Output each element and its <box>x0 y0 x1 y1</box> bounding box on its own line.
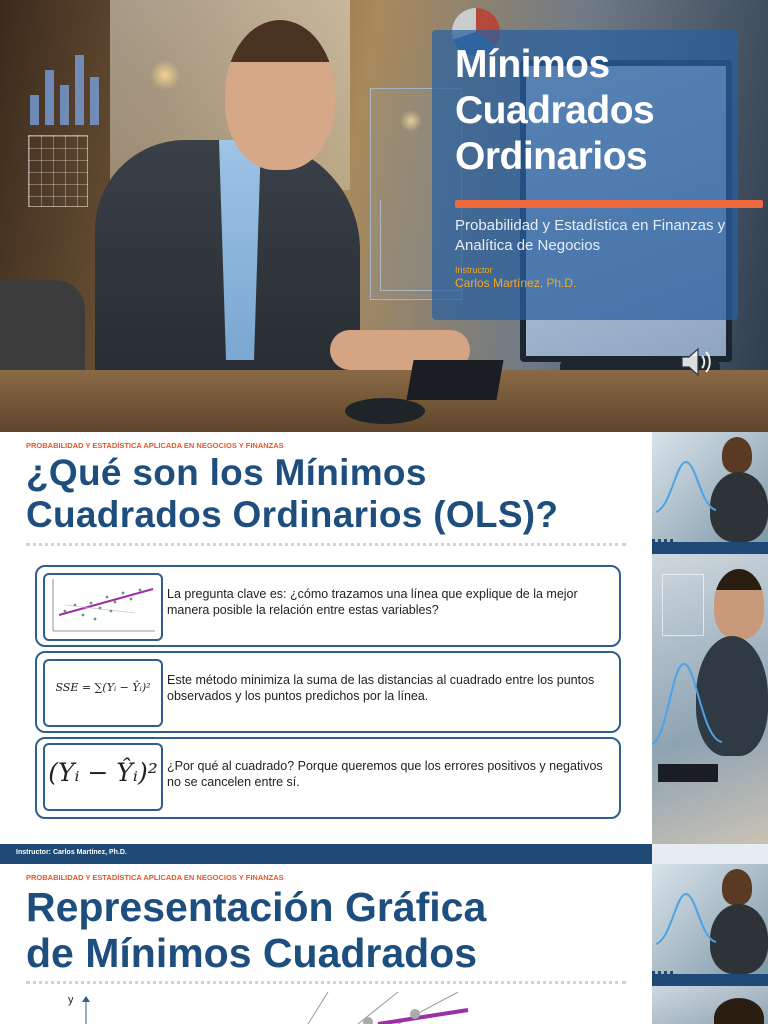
y-axis-label: y <box>68 994 74 1006</box>
bokeh-light <box>150 60 180 90</box>
card-text: La pregunta clave es: ¿cómo trazamos una línea que explique de la mejor manera posible la relación entre estas variables? <box>167 587 578 617</box>
scatter-regression-plot <box>45 575 157 635</box>
keyboard <box>406 360 503 400</box>
person-head <box>225 20 335 170</box>
hero-title <box>455 42 745 180</box>
keyboard <box>658 764 718 782</box>
footer-instructor: Instructor: Carlos Martínez, Ph.D. <box>16 849 127 856</box>
hero-slide <box>0 0 768 432</box>
strip-notch <box>652 971 674 975</box>
slide-title <box>26 452 558 536</box>
dotted-divider <box>26 981 626 984</box>
footer-bar <box>0 844 652 864</box>
hologram-bar-chart <box>30 50 110 125</box>
computer-mouse <box>345 398 425 424</box>
slide-what-is-ols <box>0 432 768 864</box>
slide-side-image <box>652 432 768 864</box>
hero-subtitle: Probabilidad y Estadística en Finanzas y Analítica de Negocios <box>455 217 726 254</box>
info-card <box>35 737 621 819</box>
instructor-label: Instructor <box>455 265 493 275</box>
hero-title-line: Ordinarios <box>455 135 648 178</box>
woman-body <box>710 472 768 542</box>
hologram-wave <box>652 644 722 754</box>
slide-kicker: PROBABILIDAD Y ESTADÍSTICA APLICADA EN NEGOCIOS Y FINANZAS <box>26 441 284 450</box>
woman-head <box>722 869 752 905</box>
strip-notch <box>652 539 674 543</box>
card-text: ¿Por qué al cuadrado? Porque queremos que los errores positivos y negativos no se cancelen entre sí. <box>167 759 603 789</box>
hero-title-line: Cuadrados <box>455 89 655 132</box>
info-card <box>35 651 621 733</box>
card-text: Este método minimiza la suma de las distancias al cuadrado entre los puntos observados y los puntos predichos por la línea. <box>167 673 595 703</box>
sse-formula-image <box>43 659 163 727</box>
slide-title-line: de Mínimos Cuadrados <box>26 930 478 976</box>
woman-at-computer-image <box>652 432 768 542</box>
slide-title-line: Representación Gráfica <box>26 884 487 930</box>
woman-at-computer-image <box>652 864 768 974</box>
slide-kicker: PROBABILIDAD Y ESTADÍSTICA APLICADA EN NEGOCIOS Y FINANZAS <box>26 873 284 882</box>
hero-title-line: Mínimos <box>455 43 610 86</box>
speaker-icon[interactable] <box>676 342 716 382</box>
regression-graphic-preview <box>78 992 498 1024</box>
strip-band <box>652 974 768 986</box>
title-underline <box>455 200 763 208</box>
hologram-grid <box>28 135 88 207</box>
slide-title-line: Cuadrados Ordinarios (OLS)? <box>26 494 559 535</box>
woman-head <box>722 437 752 473</box>
hologram-wave <box>656 884 716 954</box>
strip-band <box>652 542 768 554</box>
residual-formula-image <box>43 743 163 811</box>
woman-body <box>710 904 768 974</box>
slide-side-image <box>652 864 768 1024</box>
sse-formula: SSE = ∑(Yᵢ − Ŷᵢ)² <box>55 681 151 694</box>
man-at-computer-image <box>652 554 768 844</box>
man-head <box>714 569 764 639</box>
man-head <box>714 998 764 1024</box>
hologram-wave <box>656 452 716 522</box>
info-card <box>35 565 621 647</box>
instructor-name: Carlos Martínez, Ph.D. <box>455 276 577 290</box>
hologram-panel <box>662 574 704 636</box>
slide-title-line: ¿Qué son los Mínimos <box>26 452 427 493</box>
slide-title <box>26 884 486 976</box>
residual-formula: (Yᵢ − Ŷᵢ)² <box>48 758 158 787</box>
scatter-plot-image <box>43 573 163 641</box>
man-at-computer-image <box>652 986 768 1024</box>
slide-graphic-representation <box>0 864 768 1024</box>
dotted-divider <box>26 543 626 546</box>
